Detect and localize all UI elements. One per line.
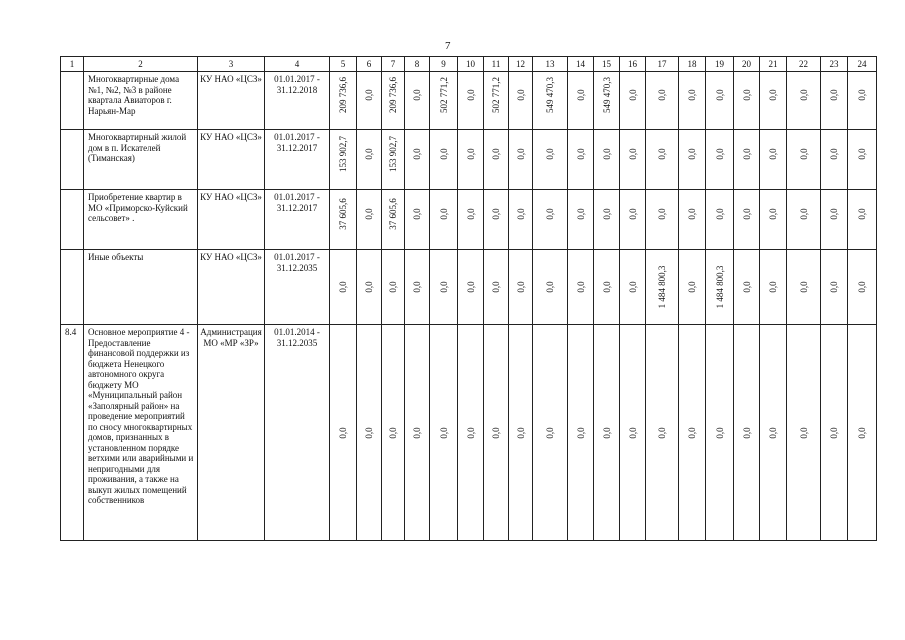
value-text: 0,0 — [411, 281, 422, 293]
value-cell — [568, 190, 594, 250]
value-cell — [848, 250, 877, 325]
value-cell — [533, 130, 568, 190]
header-cell: 15 — [594, 57, 620, 72]
value-text: 37 605,6 — [387, 197, 398, 230]
row-period: 01.01.2017 - 31.12.2035 — [265, 250, 330, 325]
value-cell — [357, 72, 382, 130]
row-name: Многоквартирные дома №1, №2, №3 в районе квартала Авиаторов г. Нарьян-Мар — [84, 72, 198, 130]
value-cell — [706, 190, 734, 250]
value-cell — [405, 130, 430, 190]
value-text: 0,0 — [544, 426, 555, 439]
value-cell — [458, 72, 484, 130]
value-cell — [357, 190, 382, 250]
value-text: 0,0 — [490, 426, 501, 439]
row-period: 01.01.2014 - 31.12.2035 — [265, 325, 330, 541]
value-cell — [430, 130, 458, 190]
value-text: 0,0 — [387, 426, 398, 439]
value-cell — [620, 130, 646, 190]
value-text: 209 736,6 — [387, 76, 398, 113]
header-cell: 17 — [646, 57, 679, 72]
value-cell — [679, 72, 706, 130]
value-text: 0,0 — [601, 281, 612, 293]
header-cell: 6 — [357, 57, 382, 72]
value-cell — [594, 72, 620, 130]
header-cell: 12 — [509, 57, 533, 72]
value-cell — [594, 190, 620, 250]
value-text: 0,0 — [741, 426, 752, 439]
value-text: 0,0 — [575, 426, 586, 439]
value-text: 1 484 800,3 — [656, 265, 667, 309]
value-text: 0,0 — [515, 426, 526, 439]
value-cell — [430, 250, 458, 325]
value-text: 0,0 — [686, 147, 697, 160]
value-cell — [594, 130, 620, 190]
value-cell — [357, 250, 382, 325]
value-cell — [533, 72, 568, 130]
value-cell — [734, 250, 760, 325]
value-text: 0,0 — [656, 147, 667, 160]
value-text: 0,0 — [767, 147, 778, 160]
value-cell — [760, 72, 787, 130]
row-executor: КУ НАО «ЦСЗ» — [198, 250, 265, 325]
value-text: 0,0 — [656, 426, 667, 439]
value-text: 0,0 — [575, 147, 586, 160]
value-cell — [484, 190, 509, 250]
value-text: 0,0 — [828, 426, 839, 439]
value-text: 0,0 — [411, 426, 422, 439]
value-cell — [484, 250, 509, 325]
header-cell: 8 — [405, 57, 430, 72]
value-cell — [787, 250, 821, 325]
value-text: 0,0 — [544, 147, 555, 160]
budget-table — [60, 56, 877, 541]
table-row — [61, 72, 877, 130]
value-text: 549 470,3 — [601, 76, 612, 113]
value-cell — [430, 72, 458, 130]
value-text: 0,0 — [767, 281, 778, 293]
value-text: 0,0 — [363, 207, 374, 220]
table-row — [61, 190, 877, 250]
value-text: 0,0 — [767, 426, 778, 439]
row-period: 01.01.2017 - 31.12.2018 — [265, 72, 330, 130]
value-text: 0,0 — [627, 281, 638, 293]
value-cell — [706, 325, 734, 541]
value-text: 0,0 — [741, 207, 752, 220]
value-cell — [760, 190, 787, 250]
value-text: 0,0 — [627, 147, 638, 160]
value-text: 153 902,7 — [337, 135, 348, 172]
value-cell — [330, 250, 357, 325]
value-cell — [706, 72, 734, 130]
value-cell — [568, 72, 594, 130]
value-text: 0,0 — [798, 426, 809, 439]
value-text: 0,0 — [490, 207, 501, 220]
value-text: 0,0 — [544, 281, 555, 293]
value-text: 0,0 — [438, 207, 449, 220]
value-cell — [382, 190, 405, 250]
value-text: 0,0 — [363, 89, 374, 101]
row-executor: КУ НАО «ЦСЗ» — [198, 72, 265, 130]
value-cell — [760, 130, 787, 190]
value-text: 0,0 — [411, 147, 422, 160]
value-text: 0,0 — [411, 89, 422, 101]
value-text: 0,0 — [337, 281, 348, 293]
row-name: Многоквартирный жилой дом в п. Искателей (Тиманская) — [84, 130, 198, 190]
value-cell — [509, 325, 533, 541]
value-text: 0,0 — [363, 426, 374, 439]
header-cell: 21 — [760, 57, 787, 72]
value-text: 0,0 — [798, 89, 809, 101]
value-cell — [848, 190, 877, 250]
value-cell — [646, 250, 679, 325]
value-text: 0,0 — [575, 207, 586, 220]
value-text: 0,0 — [465, 147, 476, 160]
value-cell — [787, 130, 821, 190]
value-cell — [734, 325, 760, 541]
value-cell — [430, 325, 458, 541]
row-executor: КУ НАО «ЦСЗ» — [198, 130, 265, 190]
row-number: 8.4 — [61, 325, 84, 541]
value-cell — [821, 190, 848, 250]
header-cell: 19 — [706, 57, 734, 72]
value-cell — [760, 325, 787, 541]
header-cell: 5 — [330, 57, 357, 72]
value-cell — [679, 130, 706, 190]
value-cell — [382, 72, 405, 130]
value-cell — [568, 130, 594, 190]
value-cell — [594, 250, 620, 325]
value-text: 0,0 — [767, 207, 778, 220]
header-cell: 9 — [430, 57, 458, 72]
value-cell — [484, 72, 509, 130]
value-text: 502 771,2 — [490, 76, 501, 113]
value-text: 0,0 — [828, 89, 839, 101]
value-text: 0,0 — [465, 89, 476, 101]
value-cell — [458, 325, 484, 541]
value-text: 0,0 — [601, 426, 612, 439]
header-cell: 10 — [458, 57, 484, 72]
value-cell — [679, 325, 706, 541]
value-text: 0,0 — [767, 89, 778, 101]
row-name: Основное мероприятие 4 - Предоставление финансовой поддержки из бюджета Ненецкого автономного округа бюджету МО «Муниципальный район «Заполярный район» на проведение мероприятий по сносу многоквартирных домов, признанных в установленном порядке ветхими или аварийными и непригодными для проживания, а также на выкуп жилых помещений собственников — [84, 325, 198, 541]
value-cell — [405, 190, 430, 250]
value-cell — [821, 130, 848, 190]
value-cell — [620, 250, 646, 325]
value-cell — [484, 325, 509, 541]
value-text: 0,0 — [438, 147, 449, 160]
value-text: 0,0 — [828, 207, 839, 220]
value-cell — [706, 130, 734, 190]
header-cell: 16 — [620, 57, 646, 72]
value-text: 0,0 — [686, 207, 697, 220]
row-period: 01.01.2017 - 31.12.2017 — [265, 130, 330, 190]
row-number — [61, 72, 84, 130]
value-cell — [821, 325, 848, 541]
value-text: 0,0 — [490, 281, 501, 293]
value-text: 0,0 — [856, 147, 867, 160]
value-cell — [430, 190, 458, 250]
value-text: 0,0 — [856, 207, 867, 220]
value-text: 0,0 — [515, 89, 526, 101]
value-cell — [357, 325, 382, 541]
value-text: 37 605,6 — [337, 197, 348, 230]
header-cell: 3 — [198, 57, 265, 72]
value-text: 0,0 — [828, 281, 839, 293]
value-text: 0,0 — [627, 89, 638, 101]
value-cell — [646, 325, 679, 541]
value-cell — [594, 325, 620, 541]
value-text: 0,0 — [686, 89, 697, 101]
value-text: 0,0 — [490, 147, 501, 160]
row-number — [61, 250, 84, 325]
header-cell: 14 — [568, 57, 594, 72]
value-cell — [734, 130, 760, 190]
value-cell — [620, 325, 646, 541]
value-cell — [533, 250, 568, 325]
page-number: 7 — [445, 40, 451, 52]
value-cell — [620, 190, 646, 250]
value-text: 0,0 — [363, 147, 374, 160]
value-text: 0,0 — [627, 207, 638, 220]
value-text: 0,0 — [438, 281, 449, 293]
value-cell — [533, 325, 568, 541]
header-cell: 2 — [84, 57, 198, 72]
value-cell — [405, 325, 430, 541]
header-cell: 23 — [821, 57, 848, 72]
value-text: 0,0 — [515, 147, 526, 160]
value-cell — [382, 130, 405, 190]
value-cell — [330, 325, 357, 541]
row-name: Приобретение квартир в МО «Приморско-Куйский сельсовет» . — [84, 190, 198, 250]
row-name: Иные объекты — [84, 250, 198, 325]
value-cell — [533, 190, 568, 250]
value-text: 0,0 — [575, 281, 586, 293]
value-cell — [330, 190, 357, 250]
value-cell — [787, 72, 821, 130]
value-text: 0,0 — [601, 207, 612, 220]
value-text: 0,0 — [363, 281, 374, 293]
value-text: 0,0 — [714, 207, 725, 220]
table-row — [61, 325, 877, 541]
value-cell — [568, 250, 594, 325]
value-text: 0,0 — [465, 426, 476, 439]
value-text: 0,0 — [741, 89, 752, 101]
value-text: 0,0 — [856, 89, 867, 101]
value-text: 0,0 — [575, 89, 586, 101]
value-cell — [357, 130, 382, 190]
value-cell — [405, 250, 430, 325]
value-text: 153 902,7 — [387, 135, 398, 172]
value-cell — [509, 190, 533, 250]
value-text: 0,0 — [656, 207, 667, 220]
value-cell — [568, 325, 594, 541]
value-cell — [679, 250, 706, 325]
header-cell: 1 — [61, 57, 84, 72]
value-text: 0,0 — [856, 426, 867, 439]
row-number — [61, 190, 84, 250]
value-cell — [646, 130, 679, 190]
value-cell — [848, 325, 877, 541]
value-cell — [646, 190, 679, 250]
header-cell: 18 — [679, 57, 706, 72]
header-cell: 4 — [265, 57, 330, 72]
value-text: 0,0 — [741, 281, 752, 293]
value-text: 0,0 — [627, 426, 638, 439]
value-cell — [330, 130, 357, 190]
value-text: 0,0 — [601, 147, 612, 160]
value-text: 549 470,3 — [544, 76, 555, 113]
row-number — [61, 130, 84, 190]
value-cell — [760, 250, 787, 325]
header-cell: 22 — [787, 57, 821, 72]
value-cell — [509, 72, 533, 130]
value-text: 0,0 — [337, 426, 348, 439]
value-text: 0,0 — [714, 89, 725, 101]
value-text: 0,0 — [411, 207, 422, 220]
value-cell — [382, 325, 405, 541]
table-row — [61, 130, 877, 190]
value-cell — [458, 190, 484, 250]
header-cell: 7 — [382, 57, 405, 72]
value-text: 0,0 — [714, 147, 725, 160]
value-text: 0,0 — [438, 426, 449, 439]
value-cell — [787, 325, 821, 541]
value-cell — [848, 72, 877, 130]
header-row — [61, 57, 877, 72]
value-cell — [821, 250, 848, 325]
row-executor: КУ НАО «ЦСЗ» — [198, 190, 265, 250]
value-text: 0,0 — [828, 147, 839, 160]
value-cell — [734, 72, 760, 130]
value-cell — [620, 72, 646, 130]
value-cell — [848, 130, 877, 190]
value-cell — [679, 190, 706, 250]
header-cell: 11 — [484, 57, 509, 72]
value-cell — [821, 72, 848, 130]
value-cell — [330, 72, 357, 130]
row-executor: Администрация МО «МР «ЗР» — [198, 325, 265, 541]
value-text: 0,0 — [686, 281, 697, 293]
value-cell — [706, 250, 734, 325]
value-text: 0,0 — [515, 207, 526, 220]
value-text: 502 771,2 — [438, 76, 449, 113]
value-text: 0,0 — [798, 281, 809, 293]
value-cell — [458, 130, 484, 190]
value-cell — [509, 130, 533, 190]
header-cell: 13 — [533, 57, 568, 72]
value-cell — [509, 250, 533, 325]
value-text: 0,0 — [741, 147, 752, 160]
value-text: 0,0 — [798, 207, 809, 220]
value-cell — [484, 130, 509, 190]
header-cell: 20 — [734, 57, 760, 72]
row-period: 01.01.2017 - 31.12.2017 — [265, 190, 330, 250]
value-cell — [405, 72, 430, 130]
value-cell — [734, 190, 760, 250]
value-text: 0,0 — [544, 207, 555, 220]
value-text: 0,0 — [798, 147, 809, 160]
value-text: 1 484 800,3 — [714, 265, 725, 309]
value-cell — [646, 72, 679, 130]
value-text: 0,0 — [465, 281, 476, 293]
value-text: 0,0 — [515, 281, 526, 293]
value-text: 0,0 — [714, 426, 725, 439]
header-cell: 24 — [848, 57, 877, 72]
value-text: 0,0 — [686, 426, 697, 439]
value-text: 0,0 — [856, 281, 867, 293]
value-cell — [458, 250, 484, 325]
value-text: 0,0 — [465, 207, 476, 220]
value-cell — [382, 250, 405, 325]
table-row — [61, 250, 877, 325]
value-text: 209 736,6 — [337, 76, 348, 113]
value-cell — [787, 190, 821, 250]
value-text: 0,0 — [387, 281, 398, 293]
value-text: 0,0 — [656, 89, 667, 101]
